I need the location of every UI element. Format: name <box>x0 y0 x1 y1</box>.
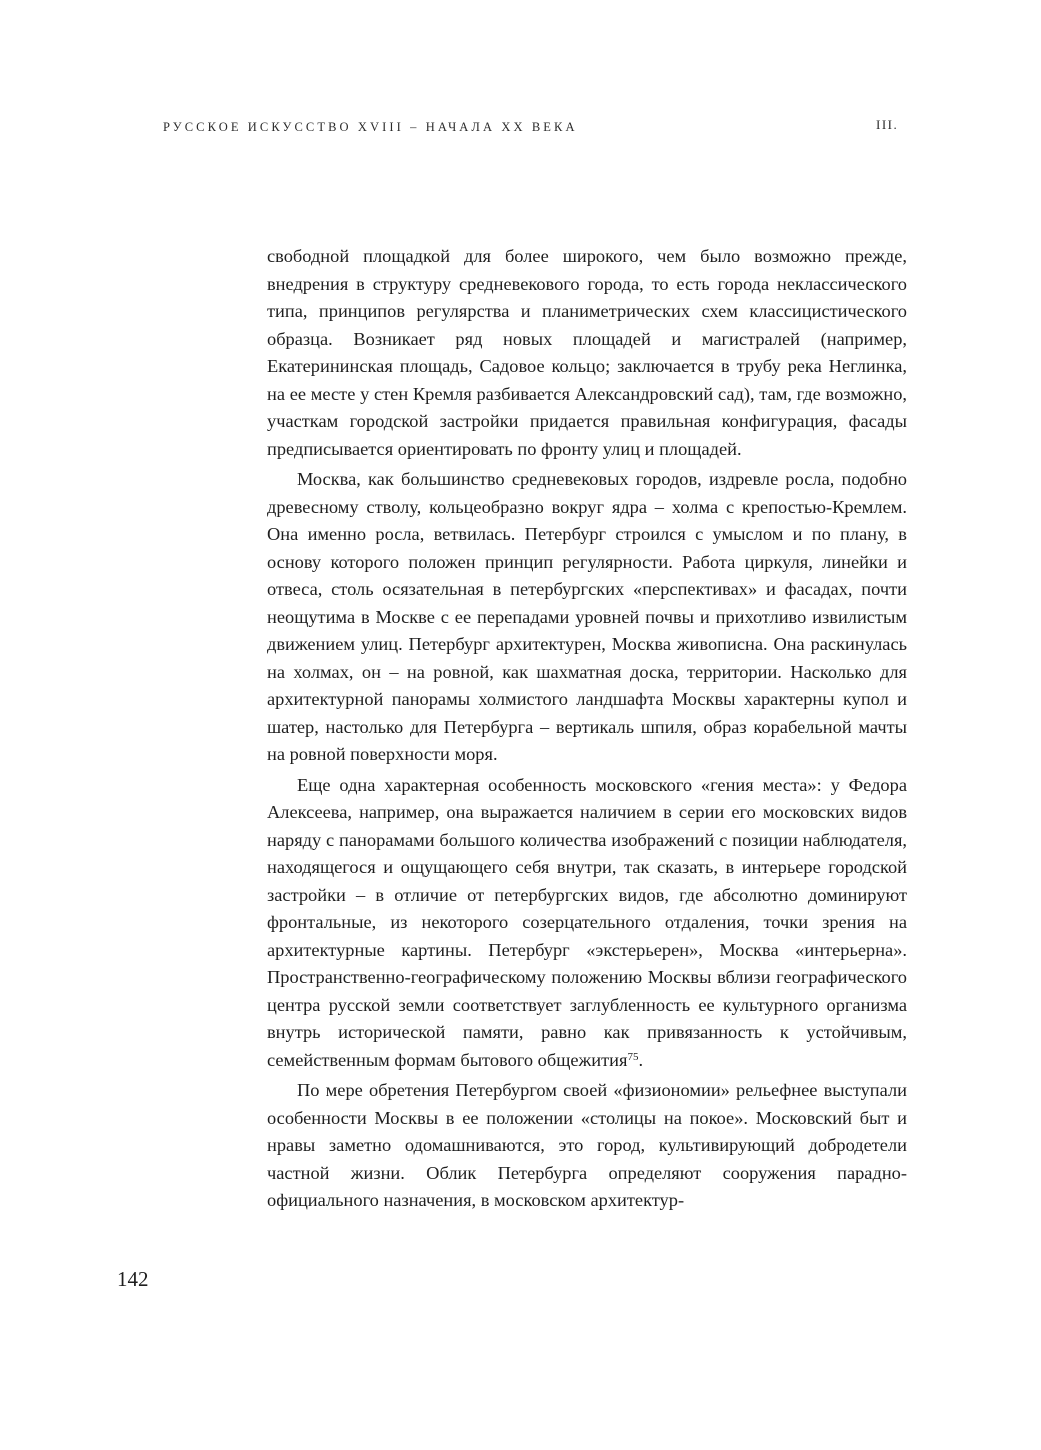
main-text <box>267 243 907 1215</box>
paragraph-2: Москва, как большинство средневековых городов, издревле росла, подобно древесному стволу, кольцеобразно вокруг ядра – холма с крепостью-Кремлем. Она именно росла, ветвилась. Петербург строился с умыслом и по плану, в основу которого положен принцип регулярности. Работа циркуля, линейки и отвеса, столь осязательная в петербургских «перспективах» и фасадах, почти неощутима в Москве с ее перепадами уровней почвы и прихотливо извилистым движением улиц. Петербург архитектурен, Москва живописна. Она раскинулась на холмах, он – на ровной, как шахматная доска, территории. Насколько для архитектурной панорамы холмистого ландшафта Москвы характерны купол и шатер, настолько для Петербурга – вертикаль шпиля, образ корабельной мачты на ровной поверхности моря. <box>267 469 907 764</box>
footnote-ref[interactable]: 75 <box>627 1050 639 1063</box>
page-number: 142 <box>117 1267 149 1291</box>
paragraph-3-text: Еще одна характерная особенность московского «гения места»: у Федора Алексеева, например, она выражается наличием в серии его московских видов наряду с панорамами большого количества изображений с позиции наблюдателя, находящегося и ощущающего себя внутри, так сказать, в интерьере городской застройки – в отличие от петербургских видов, где абсолютно доминируют фронтальные, из некоторого созерцательного отдаления, точки зрения на архитектурные картины. Петербург «экстерьерен», Москва «интерьерна». Пространственно-географическому положению Москвы вблизи географического центра русской земли соответствует заглубленность ее культурного организма внутрь исторической памяти, равно как привязанность к устойчивым, семейственным формам бытового общежития <box>267 774 907 1070</box>
section-mark: III. <box>876 117 899 132</box>
paragraph-1: свободной площадкой для более широкого, чем было возможно прежде, внедрения в структуру средневекового города, то есть города неклассического типа, принципов регулярства и планиметрических схем классицистического образца. Возникает ряд новых площадей и магистралей (например, Екатерининская площадь, Садовое кольцо; заключается в трубу река Неглинка, на ее месте у стен Кремля разбивается Александровский сад), там, где возможно, участкам городской застройки придается правильная конфигурация, фасады предписывается ориентировать по фронту улиц и площадей. <box>267 246 907 459</box>
paragraph-3 <box>267 772 907 1075</box>
paragraph-3-end: . <box>638 1049 644 1070</box>
paragraph-4: По мере обретения Петербургом своей «физиономии» рельефнее выступали особенности Москвы в ее положении «столицы на покое». Московский быт и нравы заметно одомашниваются, это город, культивирующий добродетели частной жизни. Облик Петербурга определяют сооружения парадно-официального назначения, в московском архитектур- <box>267 1080 907 1210</box>
running-header: РУССКОЕ ИСКУССТВО XVIII – НАЧАЛА XX ВЕКА <box>163 120 578 134</box>
